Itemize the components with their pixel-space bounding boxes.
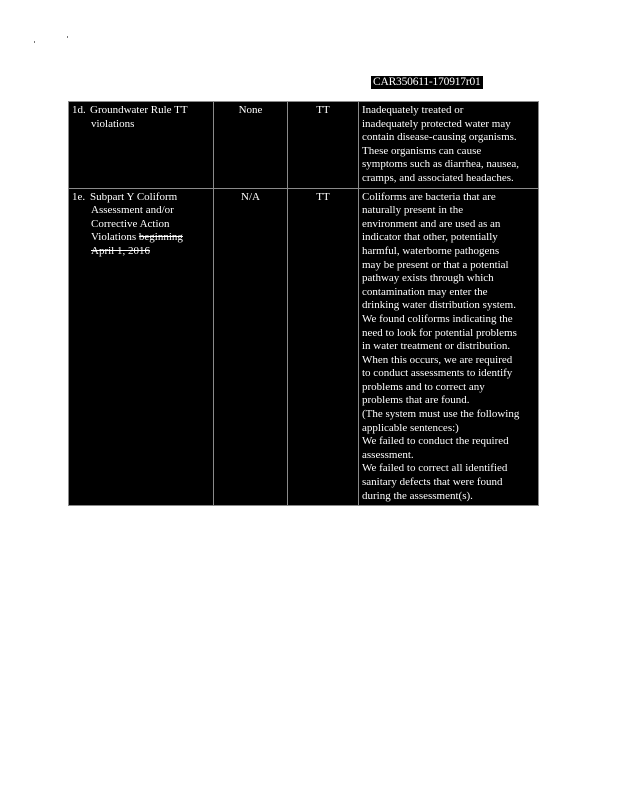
health-effects-line: assessment. bbox=[362, 448, 414, 461]
health-effects-line: When this occurs, we are required bbox=[362, 353, 513, 366]
violation-tail: Violations bbox=[91, 231, 137, 244]
row-number: 1e. bbox=[72, 190, 86, 203]
health-effects-line: pathway exists through which bbox=[362, 272, 494, 285]
health-effects-line: indicator that other, potentially bbox=[362, 231, 498, 244]
violations-table bbox=[68, 101, 539, 506]
health-effects-line: symptoms such as diarrhea, nausea, bbox=[362, 158, 520, 171]
health-effects-line: We failed to correct all identified bbox=[362, 462, 508, 475]
scan-speck bbox=[34, 41, 35, 43]
scan-speck bbox=[67, 36, 68, 38]
mcl-cell: N/A bbox=[214, 188, 288, 506]
health-effects-line: cramps, and associated headaches. bbox=[362, 171, 514, 184]
health-effects-cell bbox=[359, 102, 539, 189]
health-effects-line: problems that are found. bbox=[362, 394, 470, 407]
health-effects-line: applicable sentences:) bbox=[362, 421, 459, 434]
struck-text: beginning bbox=[138, 231, 183, 244]
health-effects-line: contamination may enter the bbox=[362, 285, 488, 298]
health-effects-line: These organisms can cause bbox=[362, 144, 482, 157]
mcl-cell: None bbox=[214, 102, 288, 189]
violation-line: Groundwater Rule TT bbox=[90, 104, 188, 116]
health-effects-line: contain disease-causing organisms. bbox=[362, 131, 517, 144]
health-effects-line: in water treatment or distribution. bbox=[362, 340, 511, 353]
violation-line: Assessment and/or bbox=[91, 204, 174, 217]
violation-line: Corrective Action bbox=[91, 217, 170, 230]
health-effects-line: during the assessment(s). bbox=[362, 489, 473, 502]
violation-line: violations bbox=[91, 117, 135, 130]
health-effects-line: Inadequately treated or bbox=[362, 104, 464, 116]
mclg-cell: TT bbox=[288, 188, 359, 506]
document-id: CAR350611-170917r01 bbox=[373, 76, 481, 88]
health-effects-line: drinking water distribution system. bbox=[362, 299, 516, 312]
violation-cell bbox=[69, 188, 214, 506]
health-effects-line: sanitary defects that were found bbox=[362, 476, 503, 489]
table-row bbox=[69, 188, 539, 506]
health-effects-line: environment and are used as an bbox=[362, 217, 501, 230]
health-effects-line: inadequately protected water may bbox=[362, 117, 511, 130]
health-effects-line: harmful, waterborne pathogens bbox=[362, 244, 500, 257]
mclg-cell: TT bbox=[288, 102, 359, 189]
health-effects-cell bbox=[359, 188, 539, 506]
health-effects-line: (The system must use the following bbox=[362, 408, 520, 421]
table-row bbox=[69, 102, 539, 189]
violation-line: Subpart Y Coliform bbox=[90, 190, 178, 203]
violation-cell bbox=[69, 102, 214, 189]
row-number: 1d. bbox=[72, 104, 86, 116]
health-effects-line: to conduct assessments to identify bbox=[362, 367, 513, 380]
health-effects-line: naturally present in the bbox=[362, 204, 464, 217]
health-effects-line: We found coliforms indicating the bbox=[362, 312, 513, 325]
violation-line bbox=[72, 231, 210, 245]
health-effects-line: problems and to correct any bbox=[362, 380, 485, 393]
health-effects-line: Coliforms are bacteria that are bbox=[362, 190, 496, 203]
health-effects-line: We failed to conduct the required bbox=[362, 435, 509, 448]
health-effects-line: need to look for potential problems bbox=[362, 326, 517, 339]
health-effects-line: may be present or that a potential bbox=[362, 258, 509, 271]
struck-text: April 1, 2016 bbox=[91, 244, 150, 257]
